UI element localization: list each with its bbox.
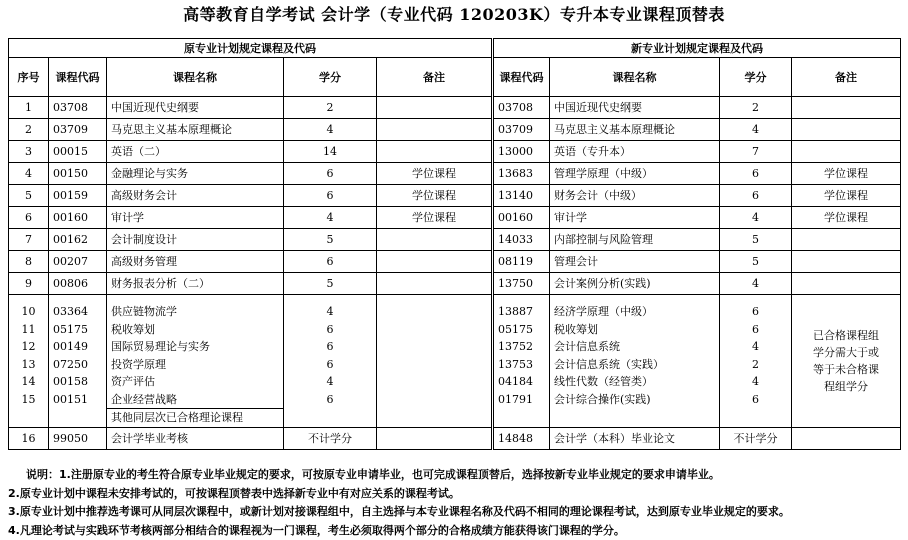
col-old-name: 课程名称 [107, 58, 284, 97]
old-plan-header: 原专业计划规定课程及代码 [9, 39, 493, 58]
group-line: 00149 [53, 338, 106, 356]
notes-section [26, 466, 790, 540]
group-line: 供应链物流学 [111, 303, 283, 321]
row-8-nr [792, 251, 901, 273]
course-substitution-table [8, 38, 901, 450]
group-line: 2 [720, 356, 791, 374]
row-5-ocr: 6 [284, 185, 377, 207]
group-line: 投资学原理 [111, 356, 283, 374]
row-9-oc: 00806 [49, 273, 107, 295]
row-4-nr: 学位课程 [792, 163, 901, 185]
row-3-ocr: 14 [284, 141, 377, 163]
row-3-nc: 13000 [493, 141, 550, 163]
group-line: 05175 [53, 321, 106, 339]
row-3-nn: 英语（专升本） [550, 141, 720, 163]
row-7-oc: 00162 [49, 229, 107, 251]
row-1-no: 1 [9, 97, 49, 119]
col-old-credit: 学分 [284, 58, 377, 97]
group-old-name-cell [107, 295, 284, 428]
col-old-remark: 备注 [377, 58, 493, 97]
row-9-on: 财务报表分析（二） [107, 273, 284, 295]
group-remark-line: 等于未合格课 [792, 361, 900, 378]
row-5-on: 高级财务会计 [107, 185, 284, 207]
row-16-old-remark [377, 427, 493, 449]
col-no: 序号 [9, 58, 49, 97]
row-1-nn: 中国近现代史纲要 [550, 97, 720, 119]
row-6-ncr: 4 [720, 207, 792, 229]
group-line: 资产评估 [111, 373, 283, 391]
row-8-ncr: 5 [720, 251, 792, 273]
group-line: 会计信息系统（实践） [554, 356, 719, 374]
row-3-or [377, 141, 493, 163]
row-16-no: 16 [9, 427, 49, 449]
row-7-nn: 内部控制与风险管理 [550, 229, 720, 251]
row-8-no: 8 [9, 251, 49, 273]
group-new-credit-cell [720, 295, 792, 428]
group-old-credit-cell [284, 295, 377, 428]
table-row [9, 229, 901, 251]
row-6-or: 学位课程 [377, 207, 493, 229]
group-line: 14 [9, 373, 48, 391]
row-6-nn: 审计学 [550, 207, 720, 229]
group-line: 13 [9, 356, 48, 374]
row-7-no: 7 [9, 229, 49, 251]
group-remark-line: 已合格课程组 [792, 327, 900, 344]
group-line: 04184 [498, 373, 549, 391]
row-7-on: 会计制度设计 [107, 229, 284, 251]
table-row [9, 119, 901, 141]
row-4-no: 4 [9, 163, 49, 185]
group-line: 13887 [498, 303, 549, 321]
row-6-no: 6 [9, 207, 49, 229]
row-5-ncr: 6 [720, 185, 792, 207]
row-6-on: 审计学 [107, 207, 284, 229]
group-line: 国际贸易理论与实务 [111, 338, 283, 356]
row-3-on: 英语（二） [107, 141, 284, 163]
group-old-remark-cell [377, 295, 493, 428]
row-1-or [377, 97, 493, 119]
group-line: 6 [284, 391, 376, 409]
row-9-nn: 会计案例分析(实践) [550, 273, 720, 295]
row-7-ocr: 5 [284, 229, 377, 251]
table-row [9, 273, 901, 295]
group-line: 00158 [53, 373, 106, 391]
row-2-nc: 03709 [493, 119, 550, 141]
row-9-ocr: 5 [284, 273, 377, 295]
col-old-code: 课程代码 [49, 58, 107, 97]
group-new-remark-cell [792, 295, 901, 428]
row-5-nr: 学位课程 [792, 185, 901, 207]
row-9-nc: 13750 [493, 273, 550, 295]
row-5-oc: 00159 [49, 185, 107, 207]
group-line: 税收筹划 [554, 321, 719, 339]
row-2-on: 马克思主义基本原理概论 [107, 119, 284, 141]
row-4-ocr: 6 [284, 163, 377, 185]
row-5-no: 5 [9, 185, 49, 207]
row-8-nc: 08119 [493, 251, 550, 273]
table-row [9, 251, 901, 273]
row-1-nr [792, 97, 901, 119]
row-2-ocr: 4 [284, 119, 377, 141]
row-2-nr [792, 119, 901, 141]
group-new-name-cell [550, 295, 720, 428]
row-2-no: 2 [9, 119, 49, 141]
row-6-nr: 学位课程 [792, 207, 901, 229]
row-16-old-credit: 不计学分 [284, 427, 377, 449]
note-1: 说明：1.注册原专业的考生符合原专业毕业规定的要求，可按原专业申请毕业，也可完成课程顶替后，选择按新专业毕业规定的要求申请毕业。 [26, 466, 790, 485]
table-row [9, 97, 901, 119]
group-line: 05175 [498, 321, 549, 339]
row-7-or [377, 229, 493, 251]
other-courses-label: 其他同层次已合格理论课程 [107, 408, 283, 427]
group-line: 6 [720, 321, 791, 339]
group-line: 11 [9, 321, 48, 339]
group-line: 00151 [53, 391, 106, 409]
note-2: 2.原专业计划中课程未安排考试的，可按课程顶替表中选择新专业中有对应关系的课程考试。 [8, 485, 790, 504]
row-9-no: 9 [9, 273, 49, 295]
row-6-oc: 00160 [49, 207, 107, 229]
row-8-on: 高级财务管理 [107, 251, 284, 273]
table-row [9, 141, 901, 163]
group-no-cell [9, 295, 49, 428]
row-5-or: 学位课程 [377, 185, 493, 207]
row-8-nn: 管理会计 [550, 251, 720, 273]
note-3: 3.原专业计划中推荐选考课可从同层次课程中，或新计划对接课程组中，自主选择与本专业课程名称及代码不相同的理论课程考试，达到原专业毕业规定的要求。 [8, 503, 790, 522]
group-line: 经济学原理（中级） [554, 303, 719, 321]
group-line: 6 [284, 338, 376, 356]
group-remark-line: 学分需大于或 [792, 344, 900, 361]
group-line: 会计信息系统 [554, 338, 719, 356]
group-line: 4 [284, 373, 376, 391]
row-2-nn: 马克思主义基本原理概论 [550, 119, 720, 141]
row-3-no: 3 [9, 141, 49, 163]
row-2-ncr: 4 [720, 119, 792, 141]
group-line: 6 [284, 356, 376, 374]
col-new-remark: 备注 [792, 58, 901, 97]
group-line: 15 [9, 391, 48, 409]
row-16-new-code: 14848 [493, 427, 550, 449]
group-old-code-cell [49, 295, 107, 428]
col-new-code: 课程代码 [493, 58, 550, 97]
row-4-ncr: 6 [720, 163, 792, 185]
group-line: 03364 [53, 303, 106, 321]
group-remark-line: 程组学分 [792, 378, 900, 395]
row-4-nn: 管理学原理（中级） [550, 163, 720, 185]
table-row [9, 163, 901, 185]
group-line: 07250 [53, 356, 106, 374]
col-new-name: 课程名称 [550, 58, 720, 97]
row-1-ocr: 2 [284, 97, 377, 119]
group-line: 税收筹划 [111, 321, 283, 339]
row-6-nc: 00160 [493, 207, 550, 229]
row-2-or [377, 119, 493, 141]
row-3-nr [792, 141, 901, 163]
col-new-credit: 学分 [720, 58, 792, 97]
row-9-nr [792, 273, 901, 295]
row-7-nc: 14033 [493, 229, 550, 251]
row-5-nc: 13140 [493, 185, 550, 207]
group-line: 10 [9, 303, 48, 321]
row-16-old-code: 99050 [49, 427, 107, 449]
row-5-nn: 财务会计（中级） [550, 185, 720, 207]
row-9-or [377, 273, 493, 295]
group-line: 01791 [498, 391, 549, 409]
group-line: 13753 [498, 356, 549, 374]
row-9-ncr: 4 [720, 273, 792, 295]
group-line: 6 [720, 391, 791, 409]
row-1-ncr: 2 [720, 97, 792, 119]
row-4-oc: 00150 [49, 163, 107, 185]
group-line: 4 [720, 338, 791, 356]
group-line: 13752 [498, 338, 549, 356]
row-1-nc: 03708 [493, 97, 550, 119]
row-8-oc: 00207 [49, 251, 107, 273]
row-2-oc: 03709 [49, 119, 107, 141]
row-1-on: 中国近现代史纲要 [107, 97, 284, 119]
group-line: 企业经营战略 [111, 391, 283, 409]
row-8-or [377, 251, 493, 273]
new-plan-header: 新专业计划规定课程及代码 [493, 39, 901, 58]
group-line: 12 [9, 338, 48, 356]
row-16-new-remark [792, 427, 901, 449]
row-3-oc: 00015 [49, 141, 107, 163]
group-line: 4 [720, 373, 791, 391]
row-16-new-credit: 不计学分 [720, 427, 792, 449]
row-7-nr [792, 229, 901, 251]
row-8-ocr: 6 [284, 251, 377, 273]
table-row [9, 207, 901, 229]
row-6-ocr: 4 [284, 207, 377, 229]
note-4: 4.凡理论考试与实践环节考核两部分相结合的课程视为一门课程，考生必须取得两个部分的合格成绩方能获得该门课程的学分。 [8, 522, 790, 540]
group-line: 4 [284, 303, 376, 321]
group-line: 6 [720, 303, 791, 321]
page-title: 高等教育自学考试 会计学（专业代码 120203K）专升本专业课程顶替表 [0, 2, 908, 25]
group-line: 线性代数（经管类） [554, 373, 719, 391]
row-4-on: 金融理论与实务 [107, 163, 284, 185]
group-new-code-cell [493, 295, 550, 428]
row-4-nc: 13683 [493, 163, 550, 185]
row-16-old-name: 会计学毕业考核 [107, 427, 284, 449]
row-1-oc: 03708 [49, 97, 107, 119]
row-7-ncr: 5 [720, 229, 792, 251]
group-line: 6 [284, 321, 376, 339]
table-row [9, 185, 901, 207]
group-line: 会计综合操作(实践) [554, 391, 719, 409]
row-4-or: 学位课程 [377, 163, 493, 185]
row-16-new-name: 会计学（本科）毕业论文 [550, 427, 720, 449]
row-3-ncr: 7 [720, 141, 792, 163]
